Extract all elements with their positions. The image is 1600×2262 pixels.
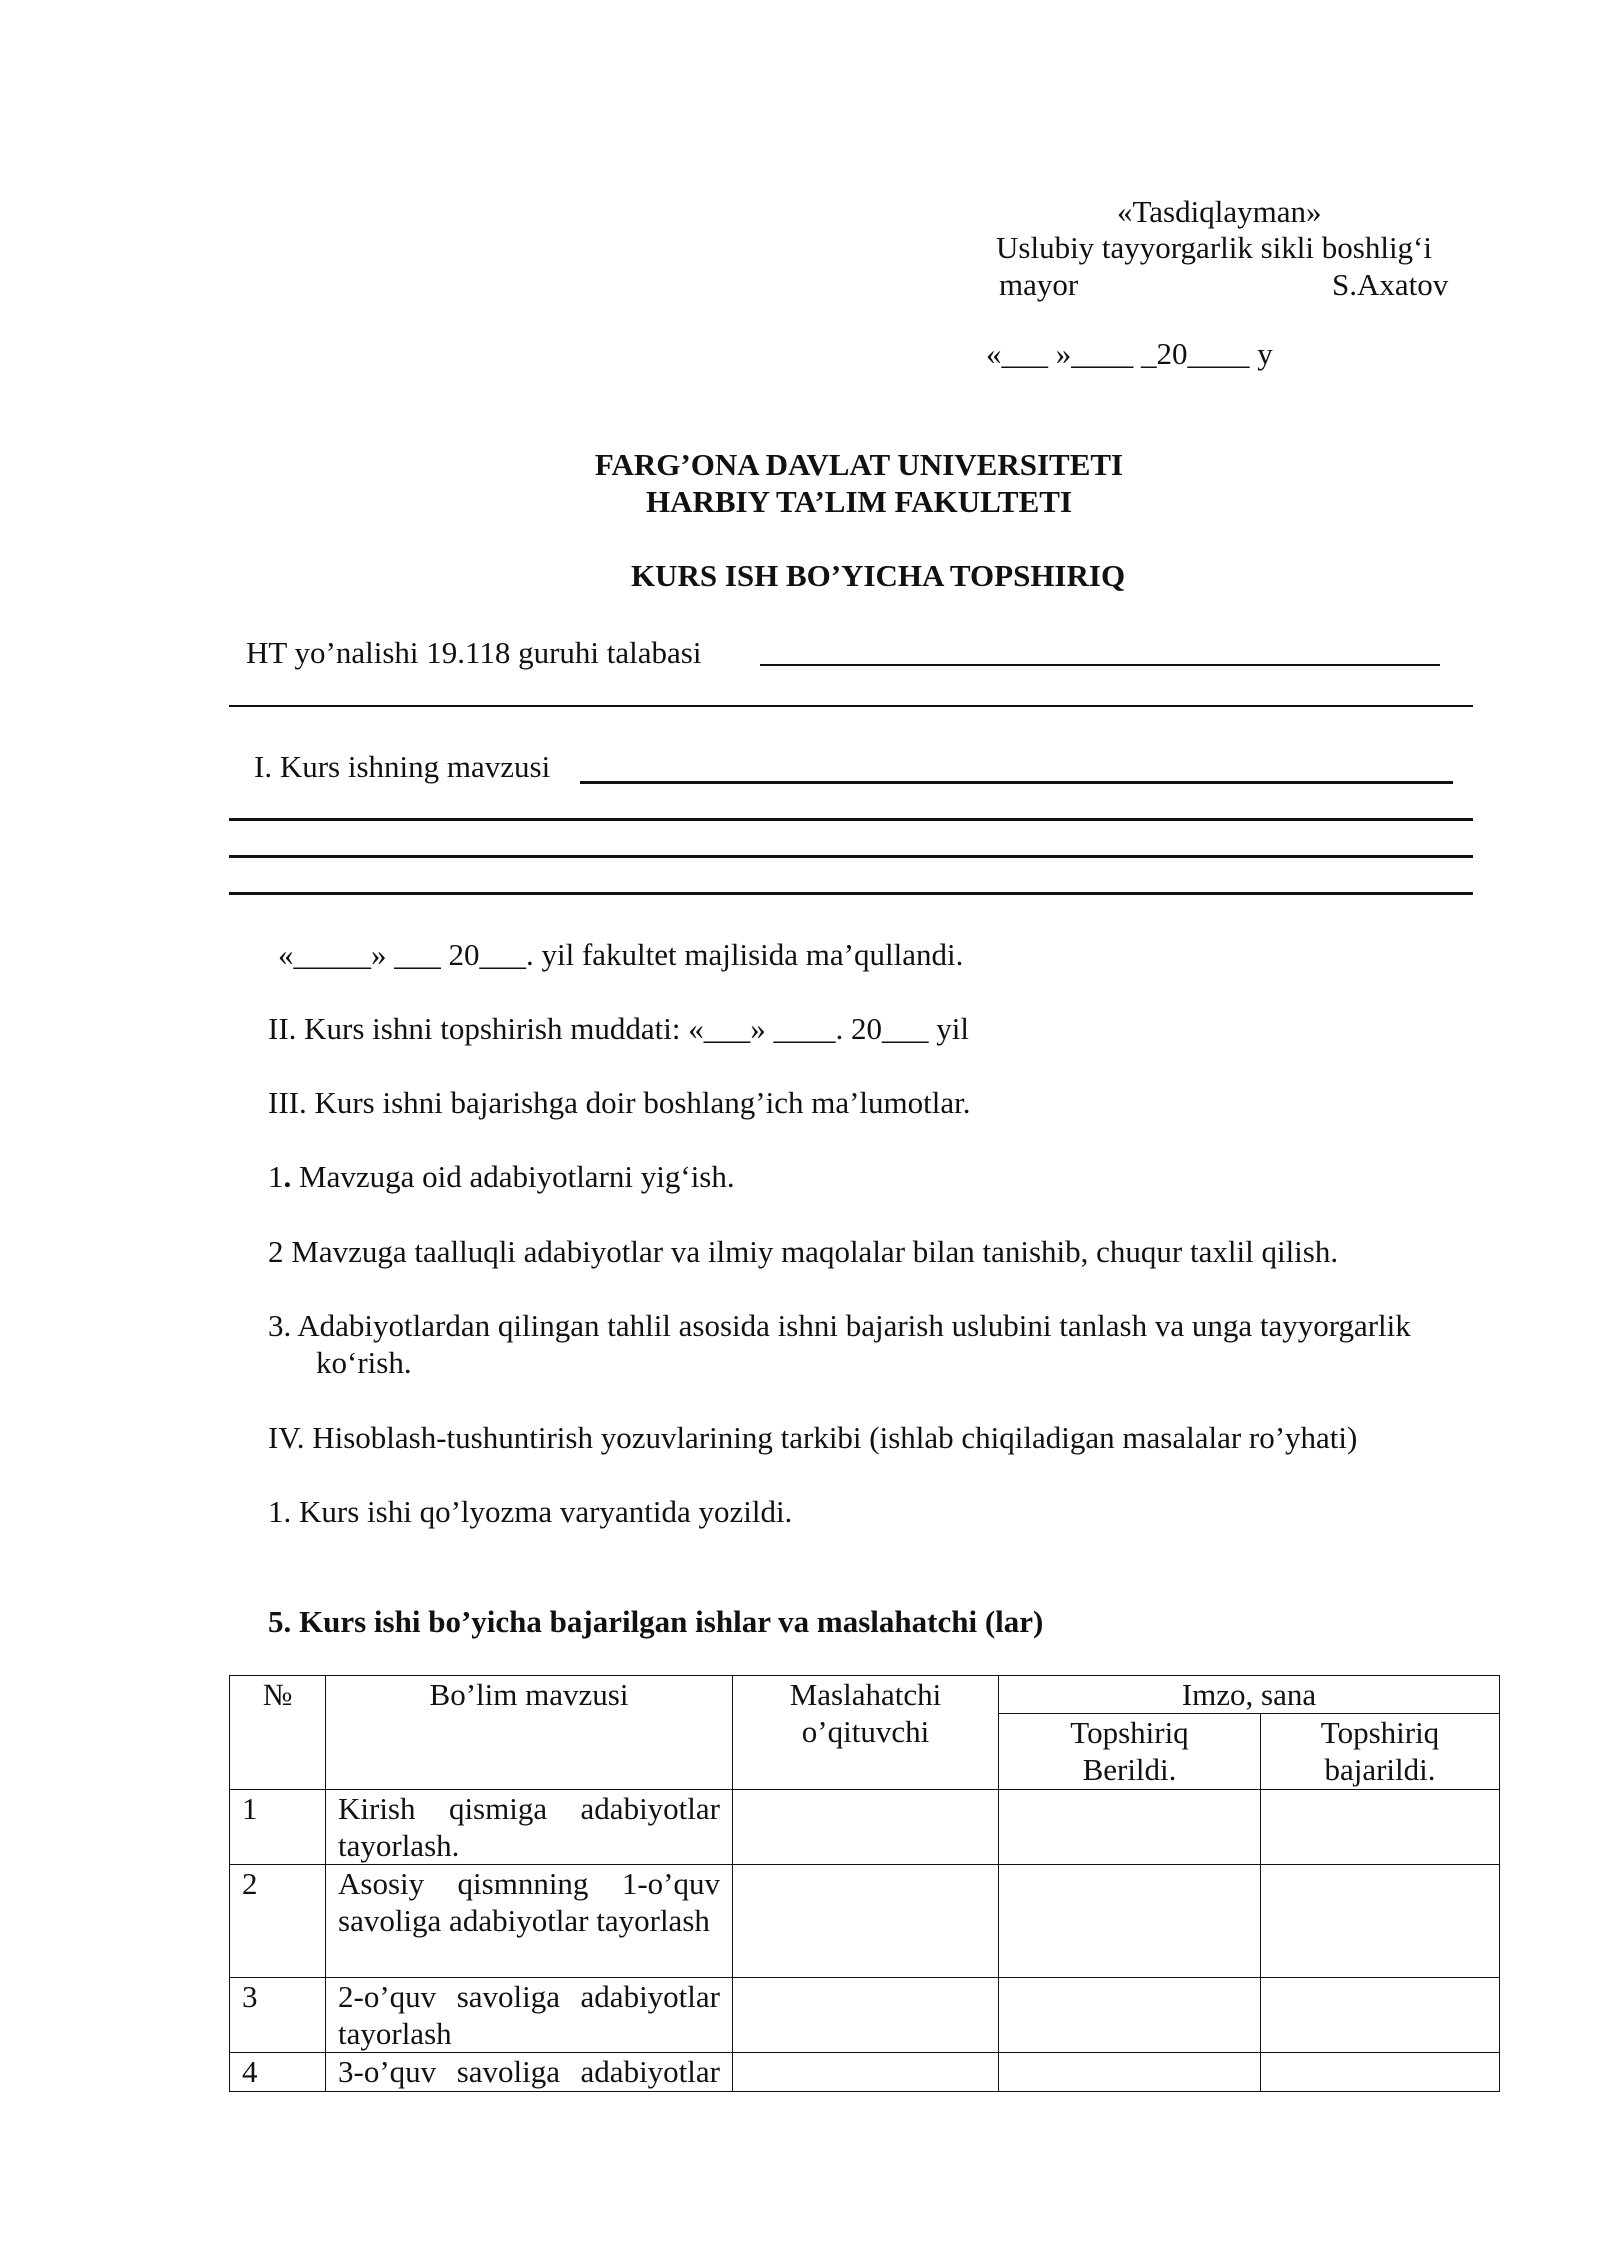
- table-row: [230, 1978, 1500, 2053]
- row-advisor-cell: [733, 1978, 999, 2053]
- item-1: [268, 1158, 735, 1196]
- topic-line-2: [229, 818, 1473, 821]
- composition-heading: IV. Hisoblash-tushuntirish yozuvlarining tarkibi (ishlab chiqiladigan masalalar ro’yhati): [268, 1420, 1358, 1455]
- approval-position: Uslubiy tayyorgarlik sikli boshlig‘i: [996, 230, 1432, 265]
- item-3-line-1: 3. Adabiyotlardan qilingan tahlil asosida ishni bajarish uslubini tanlash va unga tayyorgarlik: [268, 1308, 1411, 1343]
- topic-line-3: [229, 855, 1473, 858]
- deadline-line: II. Kurs ishni topshirish muddati: «___» ____. 20___ yil: [268, 1011, 969, 1046]
- table-row: [230, 2053, 1500, 2092]
- row-given-cell: [999, 1978, 1261, 2053]
- row-done-cell: [1261, 1978, 1500, 2053]
- row-given-cell: [999, 2053, 1261, 2092]
- approval-title: «Tasdiqlayman»: [1117, 194, 1322, 229]
- row-done-cell: [1261, 1865, 1500, 1978]
- row-topic: Kirish qismiga adabiyotlar tayorlash.: [326, 1790, 733, 1865]
- topic-blank: [580, 781, 1453, 784]
- approval-date-line: «___ »____ _20____ y: [986, 336, 1273, 371]
- row-number: 3: [230, 1978, 326, 2053]
- approval-meeting-line: «_____» ___ 20___. yil fakultet majlisida ma’qullandi.: [278, 937, 964, 972]
- header-signature: Imzo, sana: [999, 1676, 1500, 1714]
- faculty-name: HARBIY TA’LIM FAKULTETI: [645, 484, 1073, 519]
- written-line: 1. Kurs ishi qo’lyozma varyantida yozildi.: [268, 1494, 793, 1529]
- row-done-cell: [1261, 2053, 1500, 2092]
- row-number: 1: [230, 1790, 326, 1865]
- student-name-blank: [760, 664, 1440, 666]
- row-topic: Asosiy qismnning 1-o’quv savoliga adabiyotlar tayorlash: [326, 1865, 733, 1978]
- approval-name: S.Axatov: [1332, 267, 1449, 302]
- student-label: HT yo’nalishi 19.118 guruhi talabasi: [246, 635, 702, 670]
- header-task-given-line-1: Topshiriq: [1070, 1715, 1189, 1750]
- row-given-cell: [999, 1865, 1261, 1978]
- row-number: 2: [230, 1865, 326, 1978]
- header-task-given-line-2: Berildi.: [1082, 1752, 1177, 1787]
- item-1-text: Mavzuga oid adabiyotlarni yig‘ish.: [291, 1159, 735, 1194]
- table-header-row: [230, 1676, 1500, 1714]
- row-number: 4: [230, 2053, 326, 2092]
- header-advisor-line-1: Maslahatchi: [789, 1677, 942, 1712]
- table-row: [230, 1790, 1500, 1865]
- topic-line-4: [229, 892, 1473, 895]
- item-1-number: 1: [268, 1159, 284, 1194]
- student-extra-line: [229, 705, 1473, 707]
- university-name: FARG’ONA DAVLAT UNIVERSITETI: [594, 447, 1124, 482]
- work-table: [229, 1675, 1500, 2092]
- row-advisor-cell: [733, 1865, 999, 1978]
- item-1-dot: .: [283, 1159, 292, 1194]
- row-advisor-cell: [733, 1790, 999, 1865]
- document-title: KURS ISH BO’YICHA TOPSHIRIQ: [630, 558, 1126, 593]
- row-topic: 3-o’quv savoliga adabiyotlar: [326, 2053, 733, 2092]
- table-row: [230, 1865, 1500, 1978]
- approval-rank: mayor: [999, 267, 1079, 302]
- item-3-line-2: ko‘rish.: [316, 1345, 412, 1380]
- header-number: №: [230, 1676, 326, 1790]
- row-done-cell: [1261, 1790, 1500, 1865]
- item-2: 2 Mavzuga taalluqli adabiyotlar va ilmiy maqolalar bilan tanishib, chuqur taxlil qilish.: [268, 1234, 1339, 1269]
- header-advisor-line-2: o’qituvchi: [801, 1714, 930, 1749]
- row-advisor-cell: [733, 2053, 999, 2092]
- header-task-given: [999, 1714, 1261, 1790]
- header-advisor: [733, 1676, 999, 1790]
- topic-label: I. Kurs ishning mavzusi: [254, 749, 551, 784]
- row-topic: 2-o’quv savoliga adabiyotlar tayorlash: [326, 1978, 733, 2053]
- header-topic: Bo’lim mavzusi: [326, 1676, 733, 1790]
- work-table-heading: 5. Kurs ishi bo’yicha bajarilgan ishlar va maslahatchi (lar): [268, 1604, 1044, 1639]
- header-task-done-line-1: Topshiriq: [1320, 1715, 1440, 1750]
- header-task-done: [1261, 1714, 1500, 1790]
- initial-data-heading: III. Kurs ishni bajarishga doir boshlang’ich ma’lumotlar.: [268, 1085, 971, 1120]
- header-task-done-line-2: bajarildi.: [1324, 1752, 1436, 1787]
- row-given-cell: [999, 1790, 1261, 1865]
